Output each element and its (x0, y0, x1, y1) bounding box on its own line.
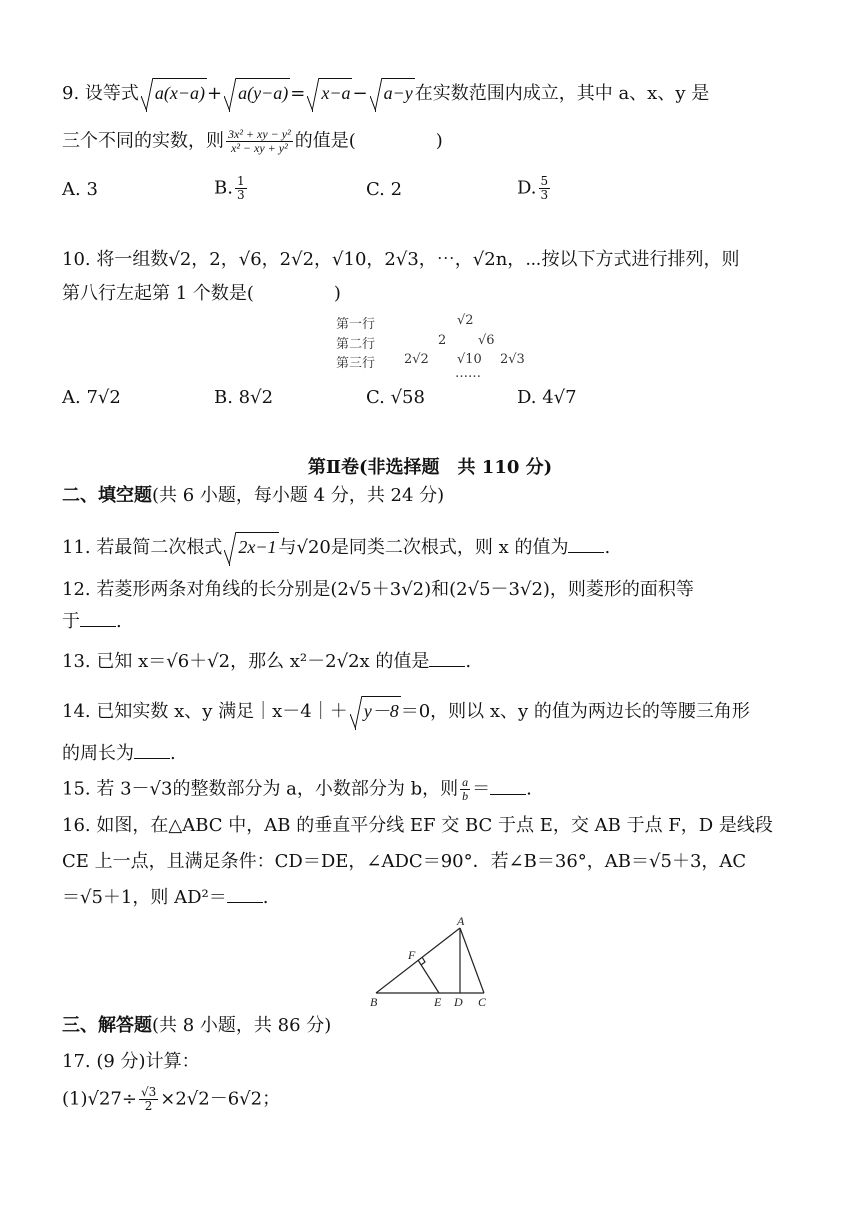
part-2-heading (62, 484, 444, 508)
q15-end: . (526, 778, 532, 800)
q9-fraction: $\frac{\text{3x² + xy − y²}}{\text{x² − xy + y²}}$ (228, 127, 291, 155)
q9-suffix: 在实数范围内成立，其中 a、x、y 是 (414, 83, 710, 104)
question-14-line-2 (62, 742, 176, 766)
row1-label: 第一行 (336, 317, 376, 332)
question-10-line-2 (62, 282, 341, 306)
q10-items: √2，2，√6，2√2，√10，2√3，⋯，√2n，⋯按以下方式进行排列，则 (168, 249, 740, 270)
part-2-heading-bold: 二、填空题 (62, 485, 152, 506)
q15-prefix: 15. 若 3－√3的整数部分为 a，小数部分为 b，则 (62, 778, 459, 800)
q9-option-b[interactable]: B. $\frac{1}{3}$ (214, 174, 245, 202)
row3-value-1: 2√2 (404, 352, 429, 367)
q12-end: . (116, 611, 122, 632)
q10-option-c[interactable]: C. √58 (366, 387, 425, 408)
q9-radical-3: x−a (305, 78, 352, 105)
q14-suffix: ＝0，则以 x、y 的值为两边长的等腰三角形 (400, 701, 750, 722)
q16-answer-blank[interactable] (227, 886, 263, 903)
q11-mid: 与√20是同类二次根式，则 x 的值为 (278, 537, 569, 558)
part-3-heading-bold: 三、解答题 (62, 1015, 152, 1036)
row2-value-2: √6 (478, 333, 495, 348)
q11-end: . (604, 537, 611, 558)
question-16-line-3 (62, 886, 268, 910)
part-3-heading (62, 1014, 331, 1038)
q16-line3: ＝√5＋1，则 AD²＝ (62, 887, 227, 908)
row3-value-3: 2√3 (500, 352, 525, 367)
question-13 (62, 650, 471, 674)
row1-value: √2 (457, 313, 474, 328)
q9-line2-prefix: 三个不同的实数，则 (62, 130, 224, 152)
q10-option-a[interactable]: A. 7√2 (62, 387, 121, 408)
triangle-figure (366, 914, 496, 1008)
q11-radical: 2x−1 (222, 532, 278, 559)
question-11 (62, 532, 610, 560)
q14-end: . (170, 743, 176, 764)
question-14-line-1 (62, 696, 750, 724)
q12-answer-blank[interactable] (80, 610, 116, 627)
part-3-heading-rest: (共 8 小题，共 86 分) (152, 1015, 332, 1036)
q9-close-paren: ) (435, 130, 443, 152)
row3-label: 第三行 (336, 356, 376, 371)
row2-value-1: 2 (438, 333, 447, 348)
question-16-line-1: 16. 如图，在△ABC 中，AB 的垂直平分线 EF 交 BC 于点 E，交 AB 于点 F，D 是线段 (62, 815, 773, 836)
q14-line2: 的周长为 (62, 743, 134, 764)
segment-ac (460, 928, 484, 993)
q9-radical-2: a(y−a) (222, 78, 290, 105)
q14-radical: y－8 (348, 696, 401, 723)
row-ellipsis: …… (455, 366, 481, 381)
q10-line2: 第八行左起第 1 个数是( (62, 283, 254, 304)
question-17-part-1 (62, 1086, 280, 1113)
question-17-title: 17. (9 分)计算： (62, 1051, 200, 1072)
q9-option-c[interactable]: C. 2 (366, 179, 403, 200)
row3-value-2: √10 (457, 352, 482, 367)
label-c: C (478, 995, 487, 1008)
q10-close-paren: ) (333, 283, 341, 304)
q10-option-b[interactable]: B. 8√2 (214, 387, 274, 408)
q13-end: . (465, 651, 472, 672)
q10-prefix: 10. 将一组数 (62, 249, 169, 270)
q11-answer-blank[interactable] (568, 536, 604, 553)
label-e: E (434, 995, 442, 1008)
q9-prefix: 9. 设等式 (62, 83, 139, 104)
q17-part1-prefix: (1)√27÷ (62, 1088, 137, 1110)
label-b: B (370, 995, 378, 1008)
q14-answer-blank[interactable] (134, 742, 170, 759)
q9-line2-suffix: 的值是( (294, 130, 356, 152)
section-2-title: 第Ⅱ卷(非选择题 共 110 分) (307, 457, 553, 478)
label-f: F (408, 948, 416, 962)
q15-suffix: ＝ (472, 778, 491, 800)
q17-fraction: $\frac{√3}{2}$ (140, 1085, 157, 1113)
row2-label: 第二行 (336, 337, 376, 352)
q13-text: 13. 已知 x＝√6＋√2，那么 x²－2√2x 的值是 (62, 651, 430, 672)
q14-prefix: 14. 已知实数 x、y 满足｜x－4｜＋ (62, 701, 348, 722)
q9-radical-4: a−y (368, 78, 415, 105)
q15-fraction: $\frac{a}{b}$ (462, 775, 469, 803)
q11-prefix: 11. 若最简二次根式 (62, 537, 223, 558)
question-12-line-1: 12. 若菱形两条对角线的长分别是(2√5＋3√2)和(2√5－3√2)，则菱形的面积等 (62, 579, 694, 600)
q16-end: . (262, 887, 269, 908)
part-2-heading-rest: (共 6 小题，每小题 4 分，共 24 分) (152, 485, 445, 506)
question-9-line-2 (62, 128, 443, 155)
q9-option-d[interactable]: D. $\frac{5}{3}$ (517, 174, 549, 202)
q10-option-d[interactable]: D. 4√7 (517, 387, 577, 408)
q9-radical-1: a(x−a) (139, 78, 207, 105)
q13-answer-blank[interactable] (429, 650, 465, 667)
question-16-line-2: CE 上一点，且满足条件：CD＝DE，∠ADC＝90°．若∠B＝36°，AB＝√5＋3，AC (62, 851, 747, 872)
q9-option-a[interactable]: A. 3 (62, 179, 98, 200)
q9-plus: + (207, 83, 223, 104)
question-15 (62, 776, 532, 803)
q10-arrangement (330, 311, 550, 381)
q17-part1-suffix: ×2√2－6√2； (160, 1088, 281, 1110)
question-9-line-1 (62, 78, 709, 106)
q15-answer-blank[interactable] (490, 778, 526, 795)
q9-minus: − (352, 83, 368, 104)
label-d: D (454, 995, 463, 1008)
q12-line2-prefix: 于 (62, 611, 80, 632)
q9-equals: = (290, 83, 306, 104)
label-a: A (457, 914, 465, 928)
question-10-line-1 (62, 248, 740, 272)
question-12-line-2 (62, 610, 122, 634)
